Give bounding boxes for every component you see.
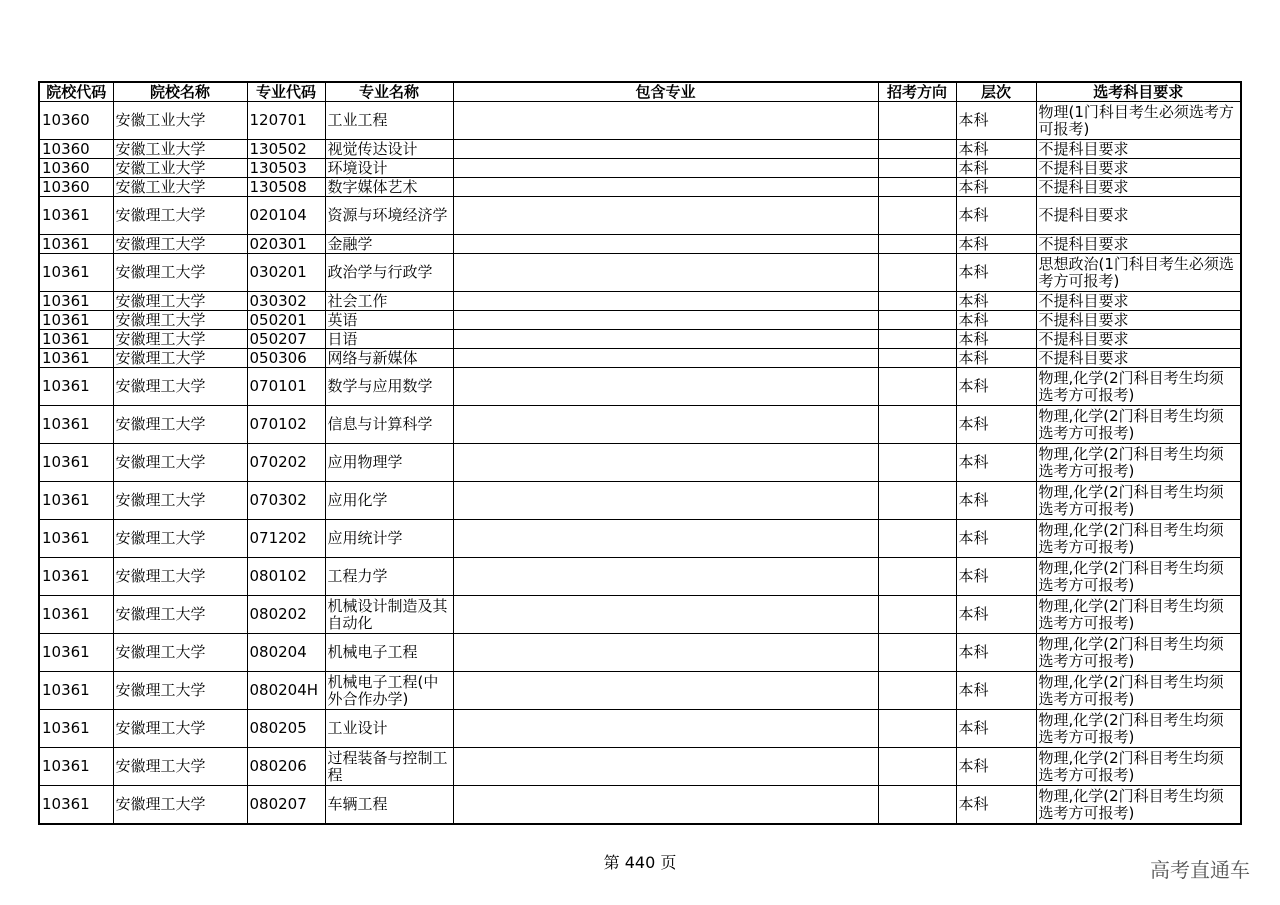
table-row [39,368,1241,406]
cell-major-name: 资源与环境经济学 [325,197,453,235]
cell-school-name: 安徽理工大学 [113,482,247,520]
cell-major-code: 030302 [247,292,325,311]
cell-school-name: 安徽理工大学 [113,786,247,825]
cell-major-code: 030201 [247,254,325,292]
cell-major-name: 过程装备与控制工程 [325,748,453,786]
cell-subject-req: 不提科目要求 [1036,235,1241,254]
cell-school-name: 安徽理工大学 [113,235,247,254]
cell-school-name: 安徽工业大学 [113,178,247,197]
cell-school-code: 10361 [39,520,113,558]
cell-direction [878,159,956,178]
cell-direction [878,235,956,254]
cell-subject-req: 不提科目要求 [1036,349,1241,368]
cell-direction [878,349,956,368]
cell-direction [878,748,956,786]
table-row [39,444,1241,482]
cell-included-majors [453,254,878,292]
cell-school-name: 安徽理工大学 [113,368,247,406]
table-row [39,748,1241,786]
cell-major-code: 070202 [247,444,325,482]
cell-school-code: 10361 [39,710,113,748]
table-row [39,254,1241,292]
cell-major-code: 120701 [247,102,325,140]
cell-level: 本科 [956,311,1036,330]
cell-included-majors [453,520,878,558]
table-row [39,596,1241,634]
cell-major-code: 130503 [247,159,325,178]
cell-major-name: 应用物理学 [325,444,453,482]
cell-school-code: 10361 [39,330,113,349]
table-row [39,482,1241,520]
cell-major-code: 070101 [247,368,325,406]
cell-school-code: 10361 [39,482,113,520]
watermark: 高考直通车 [1150,858,1250,882]
cell-direction [878,710,956,748]
cell-included-majors [453,748,878,786]
cell-major-name: 英语 [325,311,453,330]
cell-included-majors [453,349,878,368]
col-header-major-code: 专业代码 [247,82,325,102]
cell-direction [878,311,956,330]
table-row [39,520,1241,558]
cell-major-code: 080204 [247,634,325,672]
cell-direction [878,102,956,140]
cell-direction [878,634,956,672]
cell-subject-req: 物理(1门科目考生必须选考方可报考) [1036,102,1241,140]
cell-school-code: 10360 [39,102,113,140]
cell-level: 本科 [956,102,1036,140]
cell-major-name: 日语 [325,330,453,349]
cell-subject-req: 物理,化学(2门科目考生均须选考方可报考) [1036,520,1241,558]
cell-major-code: 070302 [247,482,325,520]
cell-school-name: 安徽理工大学 [113,406,247,444]
cell-major-code: 080102 [247,558,325,596]
cell-major-name: 数字媒体艺术 [325,178,453,197]
cell-major-name: 机械电子工程(中外合作办学) [325,672,453,710]
cell-major-name: 机械电子工程 [325,634,453,672]
cell-included-majors [453,406,878,444]
cell-major-name: 应用化学 [325,482,453,520]
cell-major-name: 机械设计制造及其自动化 [325,596,453,634]
cell-level: 本科 [956,672,1036,710]
cell-level: 本科 [956,444,1036,482]
cell-school-name: 安徽理工大学 [113,197,247,235]
cell-direction [878,520,956,558]
cell-level: 本科 [956,406,1036,444]
cell-school-code: 10361 [39,558,113,596]
cell-direction [878,368,956,406]
cell-major-code: 080202 [247,596,325,634]
cell-school-name: 安徽工业大学 [113,140,247,159]
cell-subject-req: 物理,化学(2门科目考生均须选考方可报考) [1036,444,1241,482]
cell-school-code: 10361 [39,311,113,330]
cell-level: 本科 [956,710,1036,748]
cell-major-code: 020301 [247,235,325,254]
cell-school-name: 安徽理工大学 [113,330,247,349]
cell-school-code: 10361 [39,349,113,368]
table-row [39,330,1241,349]
cell-included-majors [453,311,878,330]
cell-major-code: 080204H [247,672,325,710]
cell-subject-req: 物理,化学(2门科目考生均须选考方可报考) [1036,786,1241,825]
cell-subject-req: 不提科目要求 [1036,140,1241,159]
cell-level: 本科 [956,558,1036,596]
col-header-included-majors: 包含专业 [453,82,878,102]
cell-subject-req: 物理,化学(2门科目考生均须选考方可报考) [1036,596,1241,634]
cell-level: 本科 [956,786,1036,825]
cell-school-code: 10361 [39,634,113,672]
cell-subject-req: 物理,化学(2门科目考生均须选考方可报考) [1036,558,1241,596]
table-row [39,311,1241,330]
cell-subject-req: 不提科目要求 [1036,159,1241,178]
cell-school-code: 10361 [39,235,113,254]
cell-direction [878,197,956,235]
cell-level: 本科 [956,140,1036,159]
cell-school-name: 安徽理工大学 [113,634,247,672]
cell-school-name: 安徽理工大学 [113,311,247,330]
cell-school-name: 安徽工业大学 [113,102,247,140]
cell-level: 本科 [956,330,1036,349]
col-header-major-name: 专业名称 [325,82,453,102]
table-row [39,406,1241,444]
cell-included-majors [453,558,878,596]
admission-table [38,81,1242,825]
cell-school-code: 10361 [39,254,113,292]
cell-school-code: 10360 [39,178,113,197]
cell-level: 本科 [956,748,1036,786]
cell-included-majors [453,159,878,178]
cell-subject-req: 物理,化学(2门科目考生均须选考方可报考) [1036,710,1241,748]
cell-school-code: 10361 [39,786,113,825]
table-row [39,634,1241,672]
cell-level: 本科 [956,178,1036,197]
header-row [39,82,1241,102]
cell-included-majors [453,178,878,197]
cell-subject-req: 不提科目要求 [1036,311,1241,330]
cell-school-name: 安徽理工大学 [113,292,247,311]
table-row [39,140,1241,159]
cell-school-code: 10361 [39,406,113,444]
cell-included-majors [453,634,878,672]
cell-direction [878,444,956,482]
cell-major-code: 050207 [247,330,325,349]
cell-included-majors [453,444,878,482]
cell-included-majors [453,786,878,825]
cell-major-code: 050306 [247,349,325,368]
cell-subject-req: 物理,化学(2门科目考生均须选考方可报考) [1036,406,1241,444]
cell-major-name: 网络与新媒体 [325,349,453,368]
table-body [39,102,1241,825]
cell-level: 本科 [956,292,1036,311]
col-header-school-name: 院校名称 [113,82,247,102]
cell-subject-req: 不提科目要求 [1036,292,1241,311]
cell-major-code: 080207 [247,786,325,825]
cell-major-code: 130502 [247,140,325,159]
cell-direction [878,596,956,634]
table-row [39,710,1241,748]
cell-major-name: 工业设计 [325,710,453,748]
cell-school-name: 安徽理工大学 [113,444,247,482]
cell-included-majors [453,482,878,520]
cell-included-majors [453,710,878,748]
table-row [39,197,1241,235]
cell-major-code: 071202 [247,520,325,558]
cell-subject-req: 物理,化学(2门科目考生均须选考方可报考) [1036,482,1241,520]
cell-direction [878,406,956,444]
cell-school-name: 安徽理工大学 [113,349,247,368]
cell-direction [878,672,956,710]
cell-direction [878,482,956,520]
cell-school-code: 10361 [39,748,113,786]
cell-major-name: 政治学与行政学 [325,254,453,292]
cell-major-code: 130508 [247,178,325,197]
cell-level: 本科 [956,482,1036,520]
cell-subject-req: 物理,化学(2门科目考生均须选考方可报考) [1036,748,1241,786]
cell-level: 本科 [956,254,1036,292]
cell-major-name: 数学与应用数学 [325,368,453,406]
table-row [39,672,1241,710]
cell-direction [878,786,956,825]
col-header-level: 层次 [956,82,1036,102]
cell-subject-req: 物理,化学(2门科目考生均须选考方可报考) [1036,634,1241,672]
cell-school-code: 10361 [39,368,113,406]
cell-major-name: 信息与计算科学 [325,406,453,444]
cell-major-name: 环境设计 [325,159,453,178]
cell-major-code: 050201 [247,311,325,330]
cell-major-code: 020104 [247,197,325,235]
table-row [39,159,1241,178]
table-row [39,349,1241,368]
table-row [39,786,1241,825]
cell-included-majors [453,330,878,349]
cell-school-code: 10360 [39,159,113,178]
table-row [39,178,1241,197]
cell-major-name: 应用统计学 [325,520,453,558]
cell-major-name: 社会工作 [325,292,453,311]
table-row [39,102,1241,140]
cell-school-name: 安徽工业大学 [113,159,247,178]
col-header-subject-req: 选考科目要求 [1036,82,1241,102]
cell-level: 本科 [956,159,1036,178]
cell-school-code: 10361 [39,596,113,634]
cell-school-name: 安徽理工大学 [113,520,247,558]
cell-level: 本科 [956,368,1036,406]
cell-school-code: 10361 [39,444,113,482]
cell-included-majors [453,672,878,710]
cell-subject-req: 思想政治(1门科目考生必须选考方可报考) [1036,254,1241,292]
cell-school-name: 安徽理工大学 [113,254,247,292]
cell-level: 本科 [956,596,1036,634]
cell-school-name: 安徽理工大学 [113,748,247,786]
cell-school-code: 10360 [39,140,113,159]
cell-school-name: 安徽理工大学 [113,710,247,748]
cell-major-code: 070102 [247,406,325,444]
page-number: 第 440 页 [603,853,677,872]
cell-subject-req: 不提科目要求 [1036,330,1241,349]
cell-direction [878,292,956,311]
cell-included-majors [453,197,878,235]
cell-level: 本科 [956,634,1036,672]
cell-direction [878,558,956,596]
cell-included-majors [453,235,878,254]
cell-subject-req: 不提科目要求 [1036,178,1241,197]
cell-major-name: 视觉传达设计 [325,140,453,159]
cell-direction [878,178,956,197]
cell-level: 本科 [956,520,1036,558]
cell-school-name: 安徽理工大学 [113,672,247,710]
table-row [39,558,1241,596]
cell-major-name: 金融学 [325,235,453,254]
cell-included-majors [453,292,878,311]
cell-school-name: 安徽理工大学 [113,558,247,596]
cell-direction [878,254,956,292]
cell-level: 本科 [956,349,1036,368]
cell-included-majors [453,596,878,634]
cell-direction [878,330,956,349]
cell-major-code: 080206 [247,748,325,786]
cell-subject-req: 物理,化学(2门科目考生均须选考方可报考) [1036,368,1241,406]
cell-major-code: 080205 [247,710,325,748]
table-row [39,235,1241,254]
col-header-direction: 招考方向 [878,82,956,102]
cell-level: 本科 [956,197,1036,235]
cell-school-code: 10361 [39,672,113,710]
cell-major-name: 工业工程 [325,102,453,140]
cell-major-name: 车辆工程 [325,786,453,825]
cell-school-code: 10361 [39,292,113,311]
cell-included-majors [453,140,878,159]
col-header-school-code: 院校代码 [39,82,113,102]
cell-subject-req: 不提科目要求 [1036,197,1241,235]
cell-major-name: 工程力学 [325,558,453,596]
cell-school-name: 安徽理工大学 [113,596,247,634]
table-row [39,292,1241,311]
cell-school-code: 10361 [39,197,113,235]
cell-included-majors [453,102,878,140]
cell-direction [878,140,956,159]
cell-level: 本科 [956,235,1036,254]
cell-included-majors [453,368,878,406]
cell-subject-req: 物理,化学(2门科目考生均须选考方可报考) [1036,672,1241,710]
